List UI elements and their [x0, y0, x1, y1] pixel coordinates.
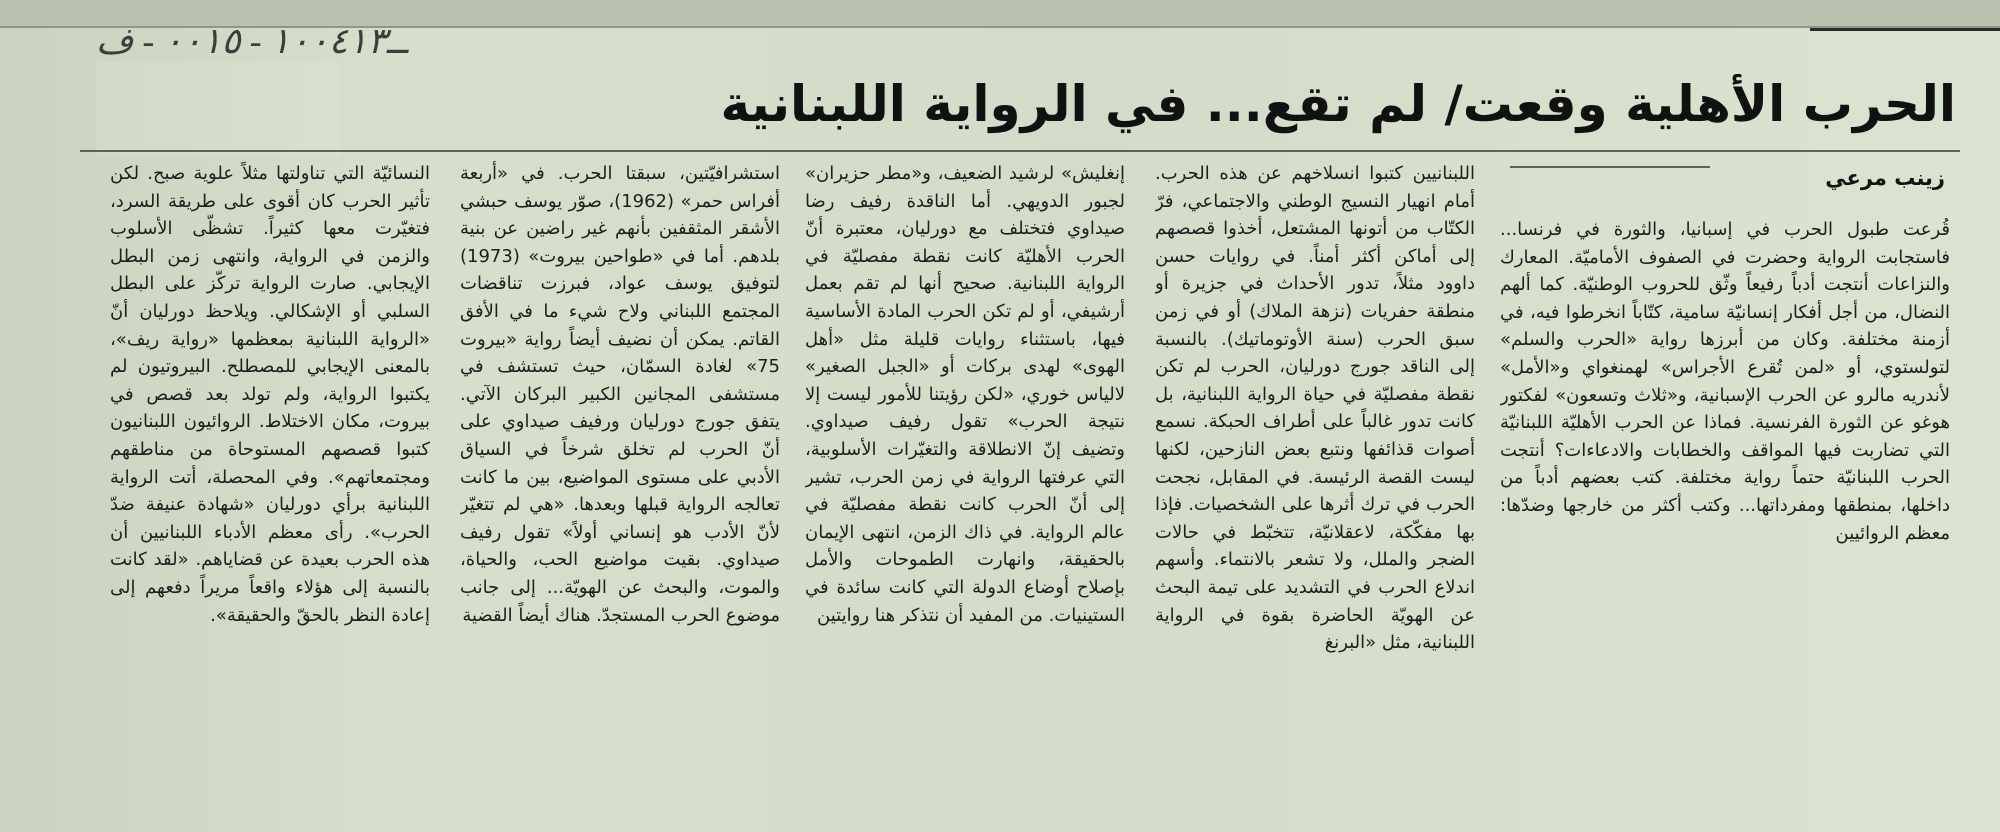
article-headline: الحرب الأهلية وقعت/ لم تقع... في الرواية اللبنانية [720, 75, 1956, 133]
article-column-2 [1155, 160, 1475, 800]
archive-reference-number: ــ١٠٠٤١٣ - ٠٠١٥ - ف [96, 21, 408, 61]
headline-divider [80, 150, 1960, 152]
column-text: استشرافيّتين، سبقتا الحرب. في «أربعة أفراس حمر» (1962)، صوّر يوسف حبشي الأشقر المثقفين بأنهم غير راضين عن بنية بلدهم. أما في «طواحين بيروت» (1973) لتوفيق يوسف عواد، فبرزت تناقضات المجتمع اللبناني ولاح شيء ما في الأفق القاتم. يمكن أن نضيف أيضاً رواية «بيروت 75» لغادة السمّان، حيث تستشف في مستشفى المجانين الكبير البركان الآتي. يتفق جورج دورليان ورفيف صيداوي على أنّ الحرب لم تخلق شرخاً في السياق الأدبي على مستوى المواضيع، بين ما كانت تعالجه الرواية قبلها وبعدها. «هي لم تتغيّر لأنّ الأدب هو إنساني أولاً» تقول رفيف صيداوي. بقيت مواضيع الحب، والحياة، والموت، والبحث عن الهويّة... إلى جانب موضوع الحرب المستجدّ. هناك أيضاً القضية [460, 163, 780, 626]
article-column-3 [805, 160, 1125, 800]
article-column-4 [460, 160, 780, 800]
top-rule [1810, 28, 2000, 31]
column-text: اللبنانيين كتبوا انسلاخهم عن هذه الحرب. أمام انهيار النسيج الوطني والاجتماعي، فرّ الكتّاب من أتونها المشتعل، أخذوا قصصهم إلى أماكن أكثر أمناً. في روايات حسن داوود مثلاً، تدور الأحداث في جزيرة أو منطقة حفريات (نزهة الملاك) أو في زمن سبق الحرب (سنة الأوتوماتيك). بالنسبة إلى الناقد جورج دورليان، الحرب لم تكن نقطة مفصليّة في حياة الرواية اللبنانية، بل كانت تدور غالباً على أطراف الحبكة. نسمع أصوات قذائفها ونتبع بعض النازحين، لكنها ليست القصة الرئيسة. في المقابل، نجحت الحرب في ترك أثرها على الشخصيات. فإذا بها مفكّكة، لاعقلانيّة، تتخبّط في حالات الضجر والملل، ولا تشعر بالانتماء. وأسهم اندلاع الحرب في التشديد على تيمة البحث عن الهويّة الحاضرة بقوة في الرواية اللبنانية، مثل «البرنغ [1155, 163, 1475, 654]
author-byline: زينب مرعي [1825, 166, 1945, 190]
column-text: إنغليش» لرشيد الضعيف، و«مطر حزيران» لجبور الدويهي. أما الناقدة رفيف رضا صيداوي فتختلف مع دورليان، معتبرة أنّ الحرب الأهليّة كانت نقطة مفصليّة في الرواية اللبنانية. صحيح أنها لم تقم بعمل أرشيفي، أو لم تكن الحرب المادة الأساسية فيها، باستثناء روايات قليلة مثل «أهل الهوى» لهدى بركات أو «الجبل الصغير» لالياس خوري، «لكن رؤيتنا للأمور ليست إلا نتيجة الحرب» تقول رفيف صيداوي. وتضيف إنّ الانطلاقة والتغيّرات الأسلوبية، التي عرفتها الرواية في زمن الحرب، تشير إلى أنّ الحرب كانت نقطة مفصليّة في عالم الرواية. في ذاك الزمن، انتهى الإيمان بالحقيقة، وانهارت الطموحات والأمل بإصلاح أوضاع الدولة التي كانت سائدة في الستينيات. من المفيد أن نتذكر هنا روايتين [805, 163, 1125, 626]
article-column-5 [110, 160, 430, 800]
column-text: النسائيّة التي تناولتها مثلاً علوية صبح. لكن تأثير الحرب كان أقوى على طريقة السرد، فتغيّرت معها كثيراً. تشظّى الأسلوب والزمن في الرواية، وانتهى زمن البطل الإيجابي. صارت الرواية تركّز على البطل السلبي أو الإشكالي. ويلاحظ دورليان أنّ «الرواية اللبنانية بمعظمها «رواية ريف»، بالمعنى الإيجابي للمصطلح. البيروتيون لم يكتبوا الرواية، ولم تولد بعد قصص في بيروت، مكان الاختلاط. الروائيون اللبنانيون كتبوا قصصهم المستوحاة من مناطقهم ومجتمعاتهم». وفي المحصلة، أتت الرواية اللبنانية برأي دورليان «شهادة عنيفة ضدّ الحرب». رأى معظم الأدباء اللبنانيين أن هذه الحرب بعيدة عن قضاياهم. «لقد كانت بالنسبة إلى هؤلاء واقعاً مريراً دفعهم إلى إعادة النظر بالحقّ والحقيقة». [110, 163, 430, 626]
article-column-1 [1500, 216, 1950, 796]
column-text: قُرعت طبول الحرب في إسبانيا، والثورة في فرنسا... فاستجابت الرواية وحضرت في الصفوف الأماميّة. المعارك والنزاعات أنتجت أدباً رفيعاً وثّق للحروب الوطنيّة. كما ألهم النضال، من أجل أفكار إنسانيّة سامية، كتّاباً انخرطوا فيه، في أزمنة مختلفة. وكان من أبرزها رواية «الحرب والسلم» لتولستوي، أو «لمن تُقرع الأجراس» لهمنغواي و«الأمل» لأندريه مالرو عن الحرب الإسبانية، و«ثلاث وتسعون» لفكتور هوغو عن الثورة الفرنسية. فماذا عن الحرب الأهليّة اللبنانيّة التي تضاربت فيها المواقف والخطابات والادعاءات؟ أنتجت الحرب اللبنانيّة حتماً رواية مختلفة. كتب بعضهم أدباً من داخلها، بمنطقها ومفرداتها... وكتب أكثر من خارجها وضدّها: معظم الروائيين [1500, 219, 1950, 544]
author-rule [1510, 166, 1710, 168]
